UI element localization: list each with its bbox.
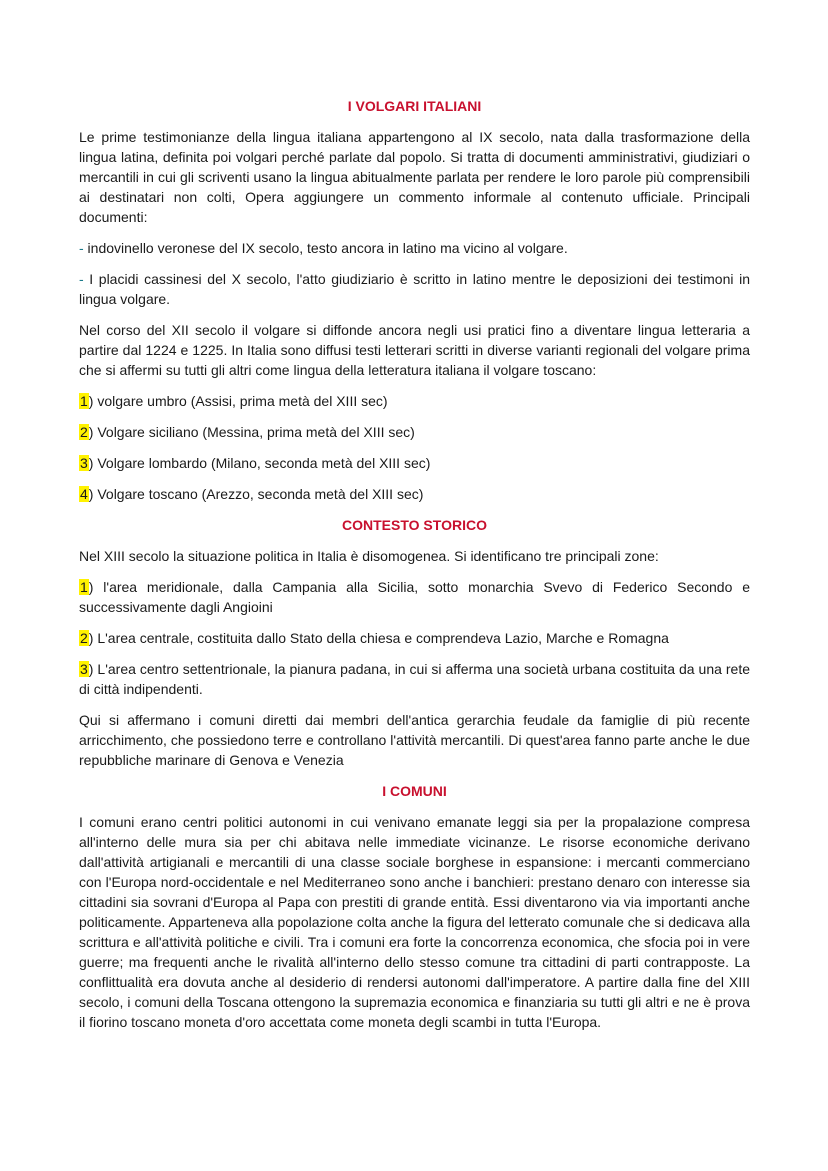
list-item (79, 391, 750, 411)
list-number-highlight: 1 (80, 579, 88, 595)
list-item (79, 577, 750, 617)
list-item-text: ) l'area meridionale, dalla Campania alla Sicilia, sotto monarchia Svevo di Federico Secondo e successivamente dagli Angioini (79, 579, 750, 615)
list-item-text: ) L'area centrale, costituita dallo Stato della chiesa e comprendeva Lazio, Marche e Romagna (88, 630, 669, 646)
list-item-text: ) L'area centro settentrionale, la pianura padana, in cui si afferma una società urbana costituita da una rete di città indipendenti. (79, 661, 750, 697)
dash-item-text: I placidi cassinesi del X secolo, l'atto giudiziario è scritto in latino mentre le deposizioni dei testimoni in lingua volgare. (79, 271, 750, 307)
list-item (79, 628, 750, 648)
paragraph-comuni-intro: Qui si affermano i comuni diretti dai membri dell'antica gerarchia feudale da famiglie di più recente arricchimento, che possiedono terre e controllano l'attività mercantili. Di quest'area fanno parte anche le due repubbliche marinare di Genova e Venezia (79, 712, 750, 768)
dash-item (79, 269, 750, 309)
list-item-text: ) Volgare lombardo (Milano, seconda metà del XIII sec) (88, 455, 431, 471)
list-item-text: ) Volgare siciliano (Messina, prima metà del XIII sec) (88, 424, 415, 440)
list-item (79, 422, 750, 442)
list-number-highlight: 2 (80, 424, 88, 440)
list-item-text: ) Volgare toscano (Arezzo, seconda metà del XIII sec) (88, 486, 424, 502)
list-number-highlight: 4 (80, 486, 88, 502)
section-title-volgari: I VOLGARI ITALIANI (347, 98, 482, 114)
section-title-comuni: I COMUNI (382, 783, 447, 799)
list-number-highlight: 1 (80, 393, 88, 409)
list-number-highlight: 3 (80, 661, 88, 677)
paragraph-contesto-intro: Nel XIII secolo la situazione politica in Italia è disomogenea. Si identificano tre principali zone: (79, 548, 659, 564)
list-number-highlight: 3 (80, 455, 88, 471)
dash-marker: - (79, 240, 84, 256)
paragraph-comuni-body: I comuni erano centri politici autonomi in cui venivano emanate leggi sia per la propalazione compresa all'interno delle mura sia per chi abitava nelle immediate vicinanze. Le risorse economiche derivano dall'attività artigianali e mercantili di una classe sociale borghese in espansione: i mercanti commerciano con l'Europa nord-occidentale e nel Mediterraneo sono anche i banchieri: prestano denaro con interesse sia cittadini sia sovrani d'Europa al Papa con prestiti di grande entità. Essi diventarono via via importanti anche politicamente. Apparteneva alla popolazione colta anche la figura del letterato comunale che si dedicava alla scrittura e all'attività politiche e civili. Tra i comuni era forte la concorrenza economica, che sfocia poi in vere guerre; ma frequenti anche le rivalità all'interno dello stesso comune tra cittadini di parti contrapposte. La conflittualità era dovuta anche al desiderio di rendersi autonomi dall'imperatore. A partire dalla fine del XIII secolo, i comuni della Toscana ottengono la supremazia economica e finanziaria su tutti gli altri e ne è prova il fiorino toscano moneta d'oro accettata come moneta degli scambi in tutta l'Europa. (79, 814, 750, 1030)
dash-item-text: indovinello veronese del IX secolo, testo ancora in latino ma vicino al volgare. (83, 240, 568, 256)
section-title-contesto: CONTESTO STORICO (342, 517, 487, 533)
list-item-text: ) volgare umbro (Assisi, prima metà del XIII sec) (88, 393, 388, 409)
list-item (79, 659, 750, 699)
paragraph-intro: Le prime testimonianze della lingua italiana appartengono al IX secolo, nata dalla trasformazione della lingua latina, definita poi volgari perché parlate dal popolo. Si tratta di documenti amministrativi, giudiziari o mercantili in cui gli scriventi usano la lingua abitualmente parlata per rendere le loro parole più comprensibili ai destinatari non colti, Opera aggiungere un commento informale al contenuto ufficiale. Principali documenti: (79, 129, 750, 225)
dash-marker: - (79, 271, 84, 287)
list-number-highlight: 2 (80, 630, 88, 646)
dash-item (79, 238, 750, 258)
list-item (79, 484, 750, 504)
list-item (79, 453, 750, 473)
paragraph-volgare-letterario: Nel corso del XII secolo il volgare si diffonde ancora negli usi pratici fino a diventare lingua letteraria a partire dal 1224 e 1225. In Italia sono diffusi testi letterari scritti in diverse varianti regionali del volgare prima che si affermi su tutti gli altri come lingua della letteratura italiana il volgare toscano: (79, 322, 750, 378)
